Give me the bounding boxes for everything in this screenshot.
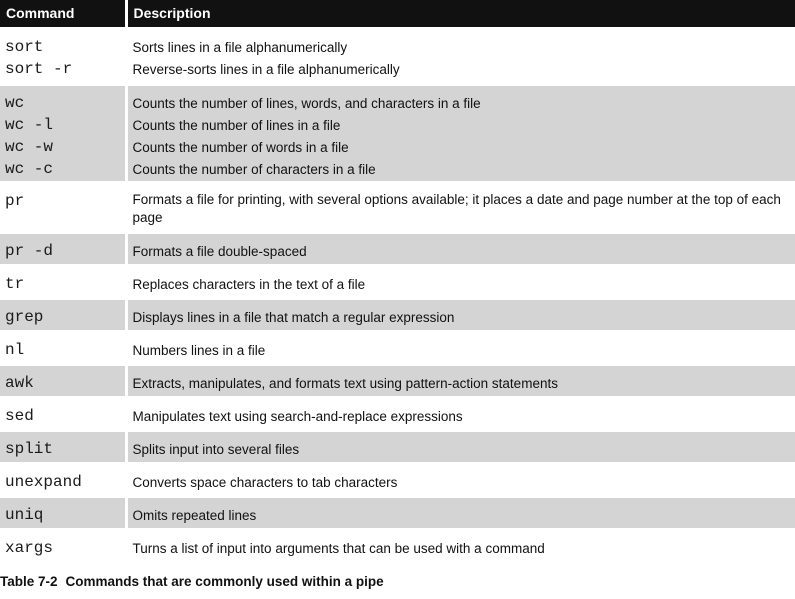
command-text: xargs	[5, 538, 54, 557]
command-text: sed	[5, 406, 34, 425]
description-text: Replaces characters in the text of a file	[132, 276, 366, 292]
command-text: wc -c	[5, 159, 54, 178]
command-cell	[0, 331, 126, 364]
table-row	[0, 496, 795, 529]
command-text: split	[5, 439, 54, 458]
command-text: wc -l	[5, 115, 54, 134]
command-column-header: Command	[0, 0, 126, 28]
description-cell	[126, 430, 795, 463]
command-text: sort	[5, 37, 44, 56]
table-row	[0, 430, 795, 463]
description-cell	[126, 232, 795, 265]
command-text: grep	[5, 307, 44, 326]
command-text: uniq	[5, 505, 44, 524]
table-row	[0, 28, 795, 84]
description-cell	[126, 463, 795, 496]
table-caption	[0, 574, 384, 589]
table-row	[0, 84, 795, 182]
table-row	[0, 364, 795, 397]
table-row	[0, 232, 795, 265]
description-text: Extracts, manipulates, and formats text using pattern-action statements	[132, 375, 558, 391]
description-text: Omits repeated lines	[132, 507, 257, 523]
table-header-row	[0, 0, 795, 28]
command-cell	[0, 265, 126, 298]
command-cell	[0, 232, 126, 265]
table-row	[0, 397, 795, 430]
description-cell	[126, 265, 795, 298]
caption-text: Commands that are commonly used within a pipe	[65, 574, 384, 589]
description-text: Formats a file double-spaced	[132, 243, 307, 259]
command-cell	[0, 463, 126, 496]
command-text: unexpand	[5, 472, 82, 491]
table-body	[0, 28, 795, 563]
description-cell	[126, 28, 795, 84]
command-text: sort -r	[5, 59, 73, 78]
description-cell	[126, 331, 795, 364]
description-text: Reverse-sorts lines in a file alphanumerically	[132, 61, 400, 77]
description-cell	[126, 529, 795, 563]
command-text: pr	[5, 191, 25, 210]
table-row	[0, 529, 795, 563]
description-text: Numbers lines in a file	[132, 342, 266, 358]
description-text: Counts the number of lines, words, and characters in a file	[132, 95, 481, 111]
description-cell	[126, 182, 795, 232]
caption-label: Table 7-2	[0, 574, 58, 589]
command-cell	[0, 28, 126, 84]
command-text: awk	[5, 373, 34, 392]
description-cell	[126, 298, 795, 331]
description-cell	[126, 397, 795, 430]
description-text: Counts the number of characters in a file	[132, 161, 376, 177]
command-text: pr -d	[5, 241, 54, 260]
description-cell	[126, 364, 795, 397]
description-text: Displays lines in a file that match a regular expression	[132, 309, 455, 325]
description-column-header: Description	[126, 0, 795, 28]
table-row	[0, 463, 795, 496]
description-text: Counts the number of words in a file	[132, 139, 349, 155]
command-text: tr	[5, 274, 25, 293]
description-text: Counts the number of lines in a file	[132, 117, 341, 133]
command-cell	[0, 84, 126, 182]
description-text: Sorts lines in a file alphanumerically	[132, 39, 348, 55]
description-text: Splits input into several files	[132, 441, 300, 457]
description-cell	[126, 496, 795, 529]
command-cell	[0, 397, 126, 430]
command-cell	[0, 182, 126, 232]
table-row	[0, 182, 795, 232]
description-text: Turns a list of input into arguments that can be used with a command	[132, 540, 545, 556]
command-cell	[0, 430, 126, 463]
command-cell	[0, 364, 126, 397]
command-cell	[0, 529, 126, 563]
description-cell	[126, 84, 795, 182]
command-cell	[0, 298, 126, 331]
table-row	[0, 298, 795, 331]
command-text: nl	[5, 340, 25, 359]
table-row	[0, 331, 795, 364]
description-text: Formats a file for printing, with several options available; it places a date and page number at the top of each page	[132, 191, 781, 225]
description-text: Manipulates text using search-and-replace expressions	[132, 408, 463, 424]
command-cell	[0, 496, 126, 529]
table-row	[0, 265, 795, 298]
command-text: wc -w	[5, 137, 54, 156]
command-text: wc	[5, 93, 25, 112]
description-text: Converts space characters to tab characters	[132, 474, 398, 490]
